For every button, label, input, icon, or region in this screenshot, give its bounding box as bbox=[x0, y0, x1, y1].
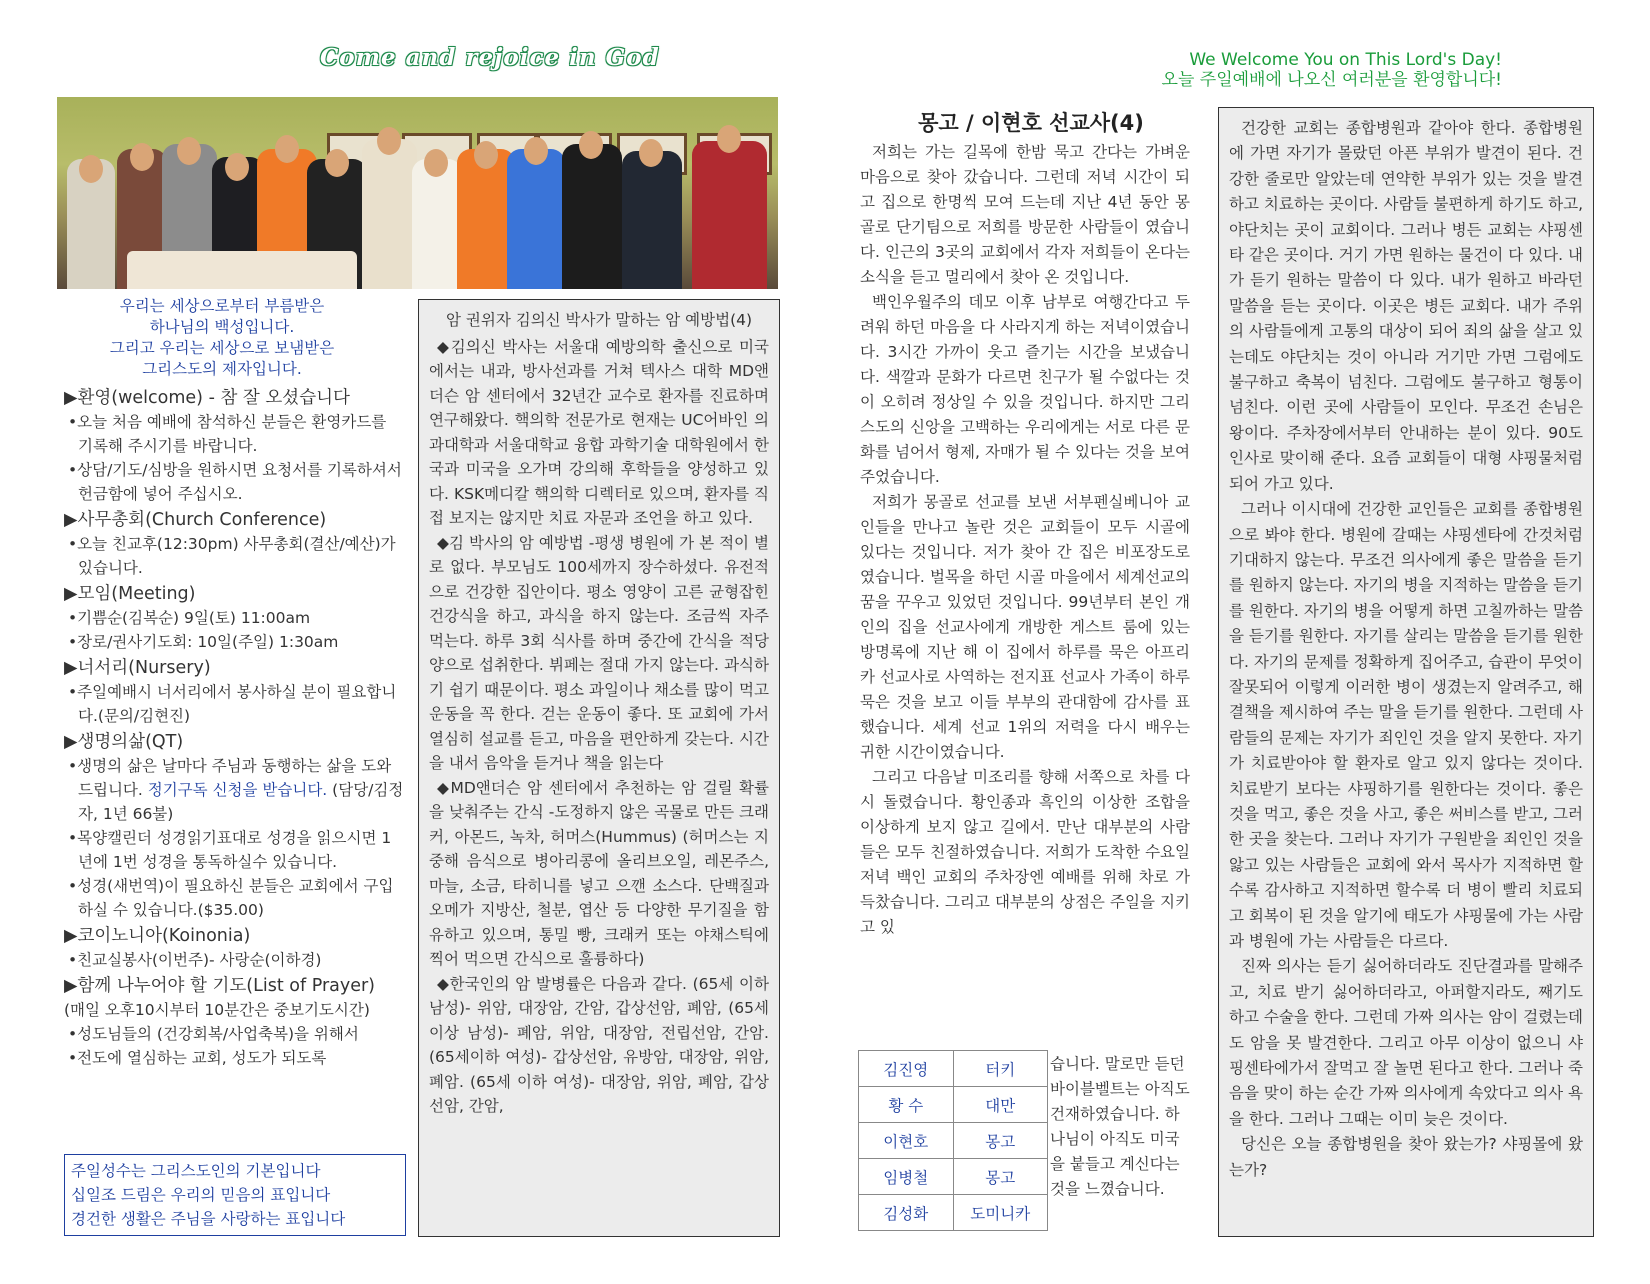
missionary-name: 김성화 bbox=[859, 1195, 954, 1231]
health-article-title: 암 권위자 김의신 박사가 말하는 암 예방법(4) bbox=[445, 311, 753, 329]
announcement-item bbox=[64, 754, 404, 826]
mission-paragraph: 저희가 몽골로 선교를 보낸 서부펜실베니아 교인들을 만나고 놀란 것은 교회들이 모두 시골에 있다는 것입니다. 저가 찾아 간 집은 비포장도로였습니다. 벌목을 하던 시골 마을에서 세계선교의 꿈을 꾸우고 있었던 것입니다. 99년부터 본인 개인의 집을 선교사에게 개방한 게스트 룸에 있는 방명록에 지난 해 이 집에서 하루를 묵은 아프리카 선교사로 사역하는 전지표 선교사 가족이 하루 묵은 것을 보고 이들 부부의 관대함에 감사를 표했습니다. 세계 선교 1위의 저력을 다시 배우는 귀한 시간이였습니다. bbox=[860, 493, 1190, 761]
sermon-article bbox=[1218, 107, 1594, 1237]
missionary-table bbox=[858, 1050, 1048, 1231]
qt-contact-text: (담당/김정자, 1년 66불) bbox=[78, 781, 404, 823]
sermon-paragraph: 당신은 오늘 종합병원을 찾아 왔는가? 샤핑몰에 왔는가? bbox=[1229, 1135, 1583, 1179]
missionary-country: 도미니카 bbox=[953, 1195, 1048, 1231]
missionary-country: 몽고 bbox=[953, 1123, 1048, 1159]
mission-paragraph: 백인우월주의 데모 이후 남부로 여행간다고 두려워 하던 마음을 다 사라지게 하는 저녁이였습니다. 3시간 가까이 웃고 즐기는 시간을 보냈습니다. 색깔과 문화가 다르면 친구가 될 수없다는 것이 오히려 정상일 수 있을 것입니다. 하지만 그리스도의 신앙을 고백하는 우리에게는 서로 다른 문화를 넘어서 형제, 자매가 될 수 있다는 것을 보여 주었습니다. bbox=[860, 293, 1190, 486]
header-slogan: Come and rejoice in God bbox=[320, 44, 660, 71]
motto-box bbox=[64, 1154, 406, 1236]
announcement-item: •성경(새번역)이 필요하신 분들은 교회에서 구입하실 수 있습니다.($35.00) bbox=[68, 877, 394, 919]
table-row bbox=[859, 1087, 1048, 1123]
conference-heading: ▶사무총회(Church Conference) bbox=[64, 510, 327, 530]
missionary-country: 몽고 bbox=[953, 1159, 1048, 1195]
announcement-item: •오늘 처음 예배에 참석하신 분들은 환영카드를 기록해 주시기를 바랍니다. bbox=[68, 413, 387, 455]
table-row bbox=[859, 1195, 1048, 1231]
mission-paragraph: 그리고 다음날 미조리를 향해 서쪽으로 차를 다시 돌렸습니다. 황인종과 흑인의 이상한 조합을 이상하게 보지 않고 길에서. 만난 대부분의 사람들은 모두 친절하였습니다. 저희가 도착한 수요일 저녁 백인 교회의 주차장엔 예배를 위해 차로 가득찼습니다. 그리고 대부분의 상점은 주일을 지키고 있 bbox=[860, 768, 1190, 936]
announcement-item: •상담/기도/심방을 원하시면 요청서를 기록하셔서 헌금함에 넣어 주십시오. bbox=[68, 461, 402, 503]
mission-article bbox=[860, 140, 1190, 940]
missionary-country: 대만 bbox=[953, 1087, 1048, 1123]
group-photo bbox=[57, 97, 778, 289]
nursery-heading: ▶너서리(Nursery) bbox=[64, 658, 211, 678]
motto-line: 십일조 드림은 우리의 믿음의 표입니다 bbox=[71, 1186, 331, 1204]
qt-subscribe-text: 정기구독 신청을 받습니다. bbox=[147, 781, 328, 799]
announcement-item: •장로/권사기도회: 10일(주일) 1:30am bbox=[68, 633, 339, 651]
missionary-name: 김진영 bbox=[859, 1051, 954, 1087]
sermon-paragraph: 그러나 이시대에 건강한 교인들은 교회를 종합병원으로 봐야 한다. 병원에 갈때는 샤핑센타에 간것처럼 기대하지 않는다. 무조건 의사에게 좋은 말씀을 듣기를 원하지 않는다. 자기의 병을 지적하는 말씀을 듣기를 원한다. 자기의 병을 어떻게 하면 고칠까하는 말씀을 듣기를 원한다. 자기를 살리는 말씀을 듣기를 원한다. 자기의 문제를 정확하게 집어주고, 습관이 무엇이 잘못되어 이렇게 이러한 병이 생겼는지 알려주고, 해결책을 제시하여 주는 말을 듣기를 원한다. 그런데 사람들의 문제는 자기가 죄인인 것을 알지 못한다. 자기가 치료받아야 할 환자로 알고 있지 않다는 것이다. 치료받기 보다는 샤핑하기를 원한다는 것이다. 좋은 것을 먹고, 좋은 것을 사고, 좋은 써비스를 받고, 그러한 곳을 찾는다. 그러나 자기가 구원받을 죄인인 것을 앓고 있는 사람들은 교회에 와서 목사가 지적하면 할수록 감사하고 지적하면 할수록 더 병이 빨리 치료되고 회복이 된 것을 알기에 태도가 샤핑물에 가는 사람과 병원에 가는 사람들은 다르다. bbox=[1229, 500, 1583, 950]
welcome-message bbox=[1162, 50, 1502, 90]
welcome-korean: 오늘 주일예배에 나오신 여러분을 환영합니다! bbox=[1161, 70, 1502, 90]
announcement-item: •목양캘린더 성경읽기표대로 성경을 읽으시면 1년에 1번 성경을 통독하실수 있습니다. bbox=[68, 829, 392, 871]
missionary-name: 임병철 bbox=[859, 1159, 954, 1195]
health-paragraph: ◆김 박사의 암 예방법 -평생 병원에 가 본 적이 별로 없다. 부모님도 100세까지 장수하셨다. 유전적으로 건강한 집안이다. 평소 영양이 고른 균형잡힌 건강식을 하고, 과식을 하지 않는다. 조금씩 자주 먹는다. 하루 3회 식사를 하며 중간에 간식을 적당양으로 섭취한다. 뷔페는 절대 가지 않는다. 과식하기 쉽기 때문이다. 평소 과일이나 채소를 많이 먹고 운동을 꼭 한다. 걷는 운동이 좋다. 또 교회에 가서 열심히 설교를 듣고, 마음을 편안하게 갖는다. 시간을 내서 음악을 듣거나 책을 읽는다 bbox=[429, 533, 769, 772]
announcement-item: •전도에 열심하는 교회, 성도가 되도록 bbox=[68, 1049, 327, 1067]
announcement-item: •성도님들의 (건강회복/사업축복)을 위해서 bbox=[68, 1025, 359, 1043]
table-row bbox=[859, 1051, 1048, 1087]
identity-line: 하나님의 백성입니다. bbox=[149, 318, 295, 336]
missionary-country: 터키 bbox=[953, 1051, 1048, 1087]
sermon-paragraph: 건강한 교회는 종합병원과 같아야 한다. 종합병원에 가면 자기가 몰랐던 아픈 부위가 발견이 된다. 건강한 줄로만 알았는데 연약한 부위가 있는 것을 발견하고 치료하는 곳이다. 사람들 불편하게 하기도 하고, 야단치는 곳이 교회이다. 그러나 병든 교회는 샤핑센타 같은 곳이다. 거기 가면 원하는 물건이 다 있다. 내가 듣기 원하는 말씀이 다 있다. 내가 원하고 바라던 말씀을 듣는 곳이다. 이곳은 병든 교회다. 내가 주위의 사람들에게 고통의 대상이 되어 죄의 삶을 살고 있는데도 야단치는 것이 아니라 거기만 가면 그럼에도 불구하고 축복이 넘친다. 그럼에도 불구하고 형통이 넘친다. 이런 곳에 사람들이 모인다. 무조건 손님은 왕이다. 주차장에서부터 안내하는 분이 있다. 90도 인사로 맞이해 준다. 요즘 교회들이 대형 샤핑물처럼 되어 가고 있다. bbox=[1229, 119, 1583, 493]
announcement-item: •주일예배시 너서리에서 봉사하실 분이 필요합니다.(문의/김현진) bbox=[68, 683, 397, 725]
mission-article-tail: 습니다. 말로만 듣던 바이블벨트는 아직도 건재하였습니다. 하나님이 아직도 미국을 붙들고 계신다는 것을 느꼈습니다. bbox=[1050, 1055, 1190, 1198]
health-paragraph: ◆MD앤더슨 암 센터에서 추천하는 암 걸릴 확률을 낮춰주는 간식 -도정하지 않은 곡물로 만든 크래커, 아몬드, 녹차, 허머스(Hummus) (허머스는 지중해 음식으로 병아리콩에 올리브오일, 레몬주스, 마늘, 소금, 타히니를 넣고 으깬 소스다. 단백질과 오메가 지방산, 철분, 엽산 등 다양한 무기질을 함유하고 있으며, 통밀 빵, 크래커 또는 야채스틱에 찍어 먹으면 간식으로 훌륭하다) bbox=[429, 778, 769, 968]
qt-text: •생명의 삶은 날마다 주님과 동행하는 삶을 도와드립니다. bbox=[68, 757, 392, 799]
announcement-item: •오늘 친교후(12:30pm) 사무총회(결산/예산)가 있습니다. bbox=[68, 535, 396, 577]
welcome-heading: ▶환영(welcome) - 참 잘 오셨습니다 bbox=[64, 388, 350, 408]
health-paragraph: ◆한국인의 암 발병률은 다음과 같다. (65세 이하 남성)- 위암, 대장암, 간암, 갑상선암, 폐암, (65세 이상 남성)- 폐암, 위암, 대장암, 전립선암, 간암. (65세이하 여성)- 갑상선암, 유방암, 대장암, 위암, 폐암. (65세 이하 여성)- 대장암, 위암, 폐암, 갑상선암, 간암, bbox=[429, 974, 769, 1115]
health-paragraph: ◆김의신 박사는 서울대 예방의학 출신으로 미국에서는 내과, 방사선과를 거쳐 텍사스 대학 MD앤더슨 암 센터에서 32년간 교수로 환자를 진료하며 연구해왔다. 핵의학 전문가로 현재는 UC어바인 의과대학과 서울대학교 융합 과학기술 대학원에서 한국과 미국을 오가며 강의해 후학들을 양성하고 있다. KSK메디칼 핵의학 디렉터로 있으며, 환자를 직접 보지는 않지만 치료 자문과 조언을 하고 있다. bbox=[429, 337, 769, 527]
identity-statement bbox=[57, 296, 387, 380]
prayer-heading: ▶함께 나누어야 할 기도(List of Prayer) bbox=[64, 976, 376, 996]
missionary-name: 황 수 bbox=[859, 1087, 954, 1123]
welcome-english: We Welcome You on This Lord's Day! bbox=[1189, 50, 1502, 70]
qt-heading: ▶생명의삶(QT) bbox=[64, 732, 184, 752]
missionary-name: 이현호 bbox=[859, 1123, 954, 1159]
announcements bbox=[64, 384, 404, 1070]
announcement-item: •친교실봉사(이번주)- 사랑순(이하경) bbox=[68, 951, 322, 969]
meeting-heading: ▶모임(Meeting) bbox=[64, 584, 196, 604]
identity-line: 그리고 우리는 세상으로 보냄받은 bbox=[109, 339, 335, 357]
motto-line: 주일성수는 그리스도인의 기본입니다 bbox=[71, 1162, 321, 1180]
mission-article-title: 몽고 / 이현호 선교사(4) bbox=[918, 111, 1144, 135]
sermon-paragraph: 진짜 의사는 듣기 싫어하더라도 진단결과를 말해주고, 치료 받기 싫어하더라고, 아퍼할지라도, 째기도 하고 수술을 한다. 그런데 가짜 의사는 암이 걸렸는데도 암을 못 발견한다. 그리고 아무 이상이 없으니 샤핑센타에가서 잘먹고 잘 놀면 된다고 한다. 그러나 죽음을 맞이 하는 순간 가짜 의사에게 속았다고 의사 욕을 한다. 그러나 그때는 이미 늦은 것이다. bbox=[1229, 957, 1583, 1128]
koinonia-heading: ▶코이노니아(Koinonia) bbox=[64, 926, 251, 946]
identity-line: 그리스도의 제자입니다. bbox=[142, 360, 302, 378]
table-row bbox=[859, 1159, 1048, 1195]
announcement-item: (매일 오후10시부터 10분간은 중보기도시간) bbox=[64, 1001, 370, 1019]
motto-line: 경건한 생활은 주님을 사랑하는 표입니다 bbox=[71, 1210, 346, 1228]
mission-paragraph: 저희는 가는 길목에 한밤 묵고 간다는 가벼운 마음으로 찾아 갔습니다. 그런데 저녁 시간이 되고 집으로 한명씩 모여 드는데 지난 4년 동안 몽골로 단기팀으로 저희를 방문한 사람들이 였습니다. 인근의 3곳의 교회에서 각자 저희들이 온다는 소식을 듣고 멀리에서 찾아 온 것입니다. bbox=[860, 143, 1190, 286]
table-row bbox=[859, 1123, 1048, 1159]
announcement-item: •기쁨순(김복순) 9일(토) 11:00am bbox=[68, 609, 311, 627]
identity-line: 우리는 세상으로부터 부름받은 bbox=[119, 297, 325, 315]
health-article bbox=[418, 299, 780, 1237]
